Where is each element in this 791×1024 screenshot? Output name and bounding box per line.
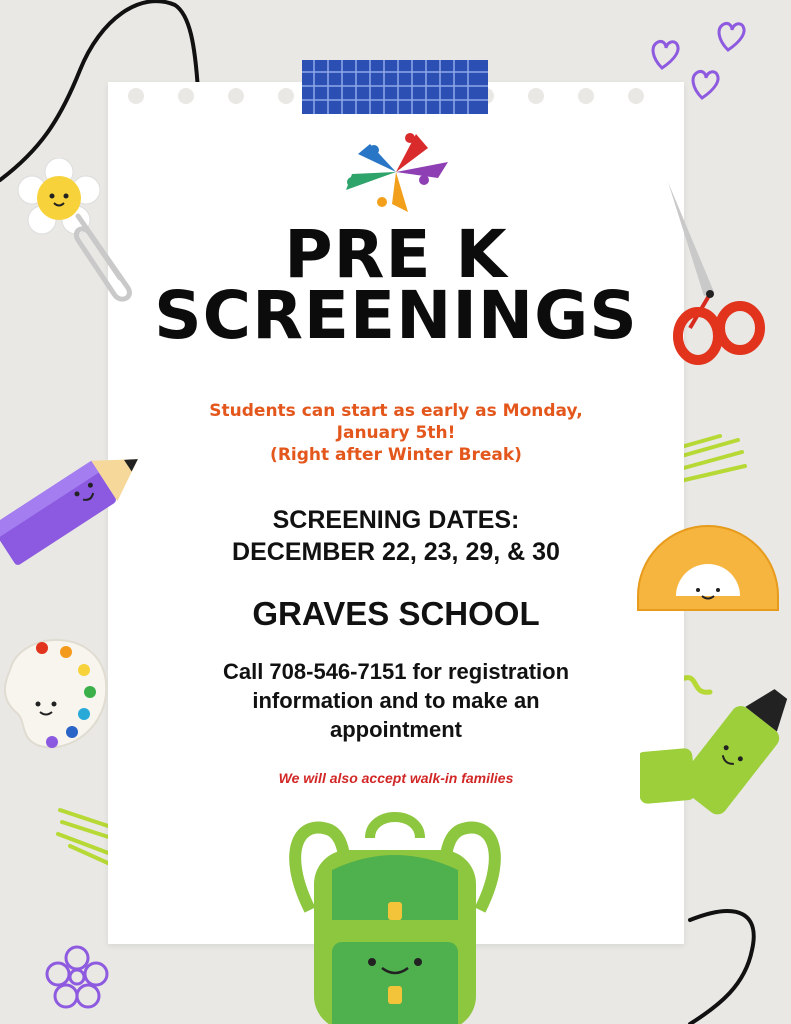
walk-in-note: We will also accept walk-in families: [278, 770, 514, 786]
page-title-line1: PRE K: [284, 216, 508, 293]
start-notice: [108, 400, 684, 466]
screening-dates-list: DECEMBER 22, 23, 29, & 30: [232, 538, 560, 566]
contact-line1: Call 708-546-7151 for registration: [222, 659, 570, 684]
screening-dates-heading: SCREENING DATES:: [272, 506, 520, 534]
page-title-line2: SCREENINGS: [154, 277, 638, 354]
heart-icon: [640, 10, 750, 110]
palette-icon: [0, 630, 112, 754]
logo-icon: [338, 130, 454, 214]
start-notice-line2: January 5th!: [336, 423, 456, 443]
school-name: GRAVES SCHOOL: [252, 595, 540, 632]
contact-info: [108, 657, 684, 744]
start-notice-line1: Students can start as early as Monday,: [209, 401, 583, 421]
contact-line3: appointment: [330, 717, 462, 742]
start-notice-line3: (Right after Winter Break): [270, 445, 522, 465]
backpack-icon: [270, 810, 520, 1024]
screening-dates: [108, 504, 684, 568]
contact-line2: information and to make an: [252, 688, 540, 713]
tape-icon: [300, 58, 490, 116]
doodle-flower-icon: [44, 944, 110, 1010]
